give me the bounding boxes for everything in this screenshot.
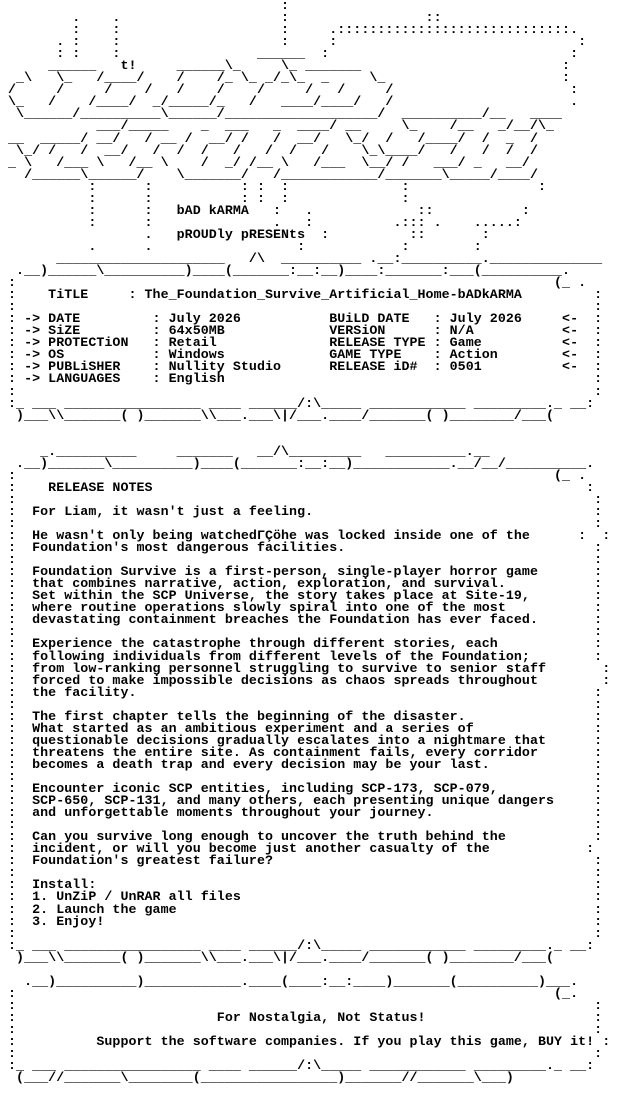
nfo-line: : : [0,516,603,532]
nfo-line: : For Nostalgia, Not Status! : [0,1009,603,1025]
nfo-line: : that combines narrative, action, exploration, and survival. : [0,576,603,592]
nfo-line: : Foundation Survive is a first-person, single-player horror game : [0,564,603,580]
nfo-line: ______ t! ______\_ \_ _______ : [0,58,571,74]
nfo-line: : 2. Launch the game : [0,901,603,917]
nfo-line: : : [0,925,603,941]
nfo-line: : (_. [0,985,579,1001]
nfo-line: (___//_______\________(_________________)_______//_______\___) [0,1070,514,1086]
nfo-line: ___/_____ _ ___ _ ____/ __ \_ /__ _/__/\_ [0,118,555,134]
nfo-line: : : [0,997,603,1013]
nfo-line: : [0,0,290,13]
nfo-line: / / / / / / / / / / : [0,82,579,98]
nfo-line: : : . : .::: . .....: [0,214,522,230]
nfo-line: : following individuals from different levels of the Foundation; : [0,648,603,664]
nfo-line: : Experience the catastrophe through different stories, each : [0,636,603,652]
nfo-line: : Encounter iconic SCP entities, including SCP-173, SCP-079, : [0,781,603,797]
nfo-line: :_ ___ _________________ ____ ______/:\_____ ____________ _________._ __: [0,1058,595,1074]
nfo-line: \_/ / / __/ / / / / / / / \_\____/ / / / / [0,142,538,158]
nfo-line: : : [0,696,603,712]
nfo-line: . . : :: [0,10,442,26]
nfo-line: . pROUDly pRESENts : :: : [0,226,490,242]
nfo-line: _____________________ /\ __________ .__:__________.______________ [0,250,603,266]
nfo-line: : from low-ranking personnel struggling to survive to senior staff : [0,660,611,676]
nfo-line: : -> DATE : July 2026 BUiLD DATE : July 2026 <- : [0,311,603,327]
nfo-line: : Can you survive long enough to uncover the truth behind the : [0,829,603,845]
nfo-line: : What started as an ambitious experiment and a series of : [0,720,603,736]
nfo-line: : : [0,1021,603,1037]
nfo-line: )___\\_______( )_______\\___.___\|/___.____/_______( )________/___( [0,407,555,423]
nfo-line: : : : ______ : : [0,46,579,62]
nfo-line: : where routine operations slowly spiral into one of the most : [0,600,603,616]
nfo-line: : Set within the SCP Universe, the story takes place at Site-19, : [0,588,603,604]
nfo-line: : : [0,299,603,315]
nfo-line: _.__________ _______ __/\_________ __________.__ [0,443,490,459]
nfo-line: : : [0,769,603,784]
nfo-line: : : : .:::::::::::::::::::::::::::::. [0,22,579,38]
nfo-line: .__)_______\__________)____(_______:__:__)____________.__/__/__________. [0,455,595,471]
nfo-line: : questionable decisions gradually escalates into a nightmare that : [0,732,603,748]
nfo-line: : Support the software companies. If you play this game, BUY it! : [0,1034,611,1050]
nfo-line: : SCP-650, SCP-131, and many others, each presenting unique dangers : [0,793,603,809]
nfo-line: __ _____/ __/ / __ / __/ / / __/ \_/ / /____/ / _ / [0,130,538,146]
nfo-line: : : [0,817,603,833]
nfo-line: :_ ___ _________________ ____ ______/:\_____ ____________ _________._ __: [0,395,595,411]
nfo-line: : For Liam, it wasn't just a feeling. : [0,503,603,519]
nfo-line: : : [0,552,603,568]
nfo-line: : RELEASE NOTES : [0,479,595,495]
nfo-line: : 1. UnZiP / UnRAR all files : [0,889,603,905]
nfo-line: : He wasn't only being watchedΓÇöhe was locked inside one of the : : [0,528,611,544]
nfo-line: :_ ___ _________________ ____ ______/:\_____ ____________ _________._ __: [0,937,595,953]
nfo-line: /______\______/ \_______/ /____________/_______\_____/____/ [0,166,538,182]
nfo-line: : : : : : : : [0,178,547,194]
nfo-line: : The first chapter tells the beginning of the disaster. : [0,708,603,724]
nfo-line: : : [0,865,603,881]
nfo-line: : Foundation's most dangerous facilities. : [0,540,603,556]
nfo-line: : : [0,383,603,399]
nfo-line: : 3. Enjoy! : [0,913,603,929]
nfo-line: : : : : : : [0,190,410,206]
nfo-line: : Foundation's greatest failure? : [0,853,603,869]
nfo-line: _ \ /___ \ /__ \ / _/ /__ \ /___ \__/ / ___/ _ __/ [0,154,530,170]
nfo-line: : -> PROTECTiON : Retail RELEASE TYPE : Game <- : [0,335,603,351]
nfo-line: )___\\_______( )_______\\___.___\|/___.____/_______( )________/___( [0,949,555,965]
nfo-line: : becomes a death trap and every decision may be your last. : [0,756,603,772]
nfo-line: : (_ . [0,467,587,483]
nfo-line: : forced to make impossible decisions as chaos spreads throughout : [0,672,611,688]
nfo-line: : the facility. : [0,684,603,700]
nfo-line: : : [0,624,603,640]
nfo-line: : : [0,491,603,507]
nfo-line: \______/__________\______/___________________/ __________/__ ____ [0,106,563,122]
nfo-line: : Install: : [0,877,603,893]
nfo-line: .__)______\__________)____(_______:__:__)____:_______:___(__________. [0,263,571,279]
nfo-line: : TiTLE : The_Foundation_Survive_Artificial_Home-bADkARMA : [0,287,603,303]
nfo-line [0,422,640,434]
nfo-line: : devastating containment breaches the Foundation has ever faced. : [0,612,603,628]
nfo-line: : : bAD kARMA : . :: : [0,202,530,218]
nfo-line: : incident, or will you become just another casualty of the : [0,841,595,857]
nfo-line: . : : : : : [0,34,587,50]
nfo-line: \_ / /____/ _/_____/_ / ____/____/ / . [0,94,579,110]
nfo-line: : -> SiZE : 64x50MB VERSiON : N/A <- : [0,323,603,339]
nfo-line: : : [0,1046,603,1062]
nfo-line: : -> OS : Windows GAME TYPE : Action <- : [0,347,603,363]
nfo-line: : (_ . [0,275,587,291]
nfo-line: . . : : : [0,238,482,254]
nfo-line: : -> LANGUAGES : English : [0,371,603,387]
nfo-line: _\ \_ /____/ / /_ \_ _/_\_ _ \_ : [0,70,571,86]
nfo-line: : -> PUBLiSHER : Nullity Studio RELEASE iD# : 0501 <- : [0,359,603,375]
nfo-line: : and unforgettable moments throughout your journey. : [0,805,603,821]
nfo-line: : threatens the entire site. As containment fails, every corridor : [0,744,603,760]
nfo-line: .__)__________)____________.____(____:__:____)_______(__________)___. [0,973,579,989]
